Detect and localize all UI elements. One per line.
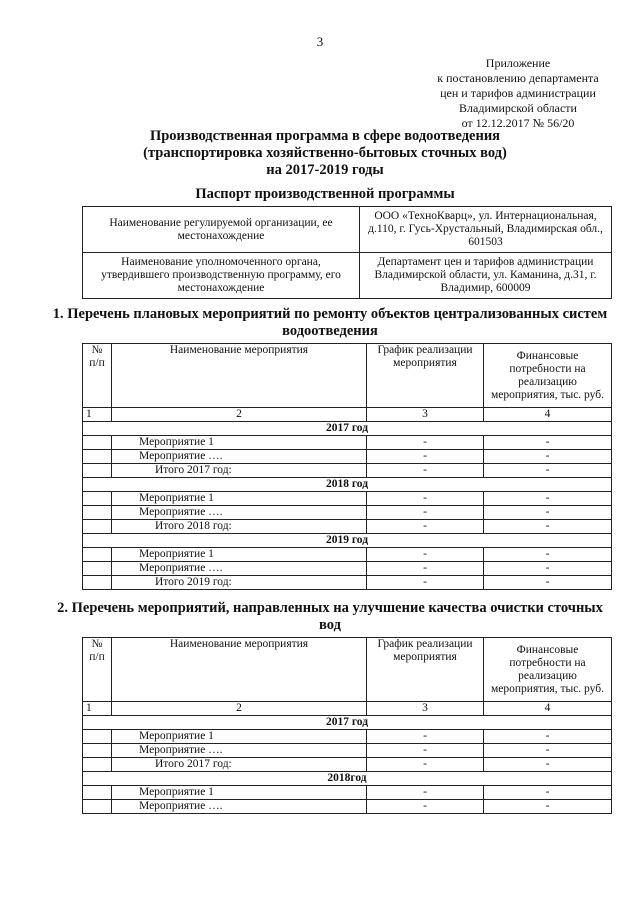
- title-line: на 2017-2019 годы: [266, 162, 384, 178]
- schedule-value: -: [367, 436, 484, 450]
- header-name: Наименование мероприятия: [112, 344, 367, 408]
- table-row: [83, 478, 612, 492]
- total-label: Итого 2017 год:: [112, 758, 367, 772]
- measure-name: Мероприятие ….: [112, 562, 367, 576]
- table-row: [83, 716, 612, 730]
- passport-table: [82, 206, 612, 299]
- header-finance: Финансовые потребности на реализацию мероприятия, тыс. руб.: [484, 344, 612, 408]
- passport-label: Наименование уполномоченного органа, утвердившего производственную программу, его местонахождение: [83, 253, 360, 299]
- table-row: [83, 520, 612, 534]
- column-number: 4: [484, 408, 612, 422]
- num-cell: [83, 450, 112, 464]
- header-schedule: График реализации мероприятия: [367, 638, 484, 702]
- section2-heading: 2. Перечень мероприятий, направленных на улучшение качества очистки сточных вод: [57, 600, 603, 633]
- finance-value: -: [484, 520, 612, 534]
- column-number: 4: [484, 702, 612, 716]
- table-row: [83, 576, 612, 590]
- finance-value: -: [484, 786, 612, 800]
- measure-name: Мероприятие 1: [112, 436, 367, 450]
- measure-name: Мероприятие ….: [112, 800, 367, 814]
- schedule-value: -: [367, 548, 484, 562]
- table-row: [83, 800, 612, 814]
- schedule-value: -: [367, 492, 484, 506]
- table-row: [83, 638, 612, 702]
- title-line: Производственная программа в сфере водоотведения: [149, 128, 501, 144]
- schedule-value: -: [367, 464, 484, 478]
- finance-value: -: [484, 450, 612, 464]
- total-label: Итого 2018 год:: [112, 520, 367, 534]
- document-title: [60, 128, 590, 179]
- schedule-value: -: [367, 506, 484, 520]
- finance-value: -: [484, 730, 612, 744]
- table-row: [83, 422, 612, 436]
- year-header: 2018 год: [83, 478, 612, 492]
- num-cell: [83, 464, 112, 478]
- num-cell: [83, 436, 112, 450]
- column-number: 1: [83, 408, 112, 422]
- num-cell: [83, 786, 112, 800]
- column-number: 2: [112, 408, 367, 422]
- schedule-value: -: [367, 520, 484, 534]
- appendix-block: [418, 56, 618, 131]
- table-row: [83, 344, 612, 408]
- header-finance: Финансовые потребности на реализацию мероприятия, тыс. руб.: [484, 638, 612, 702]
- section1-heading: 1. Перечень плановых мероприятий по ремонту объектов централизованных систем водоотведения: [52, 306, 608, 339]
- finance-value: -: [484, 744, 612, 758]
- schedule-value: -: [367, 450, 484, 464]
- table-row: [83, 548, 612, 562]
- table-row: [83, 534, 612, 548]
- measure-name: Мероприятие 1: [112, 786, 367, 800]
- finance-value: -: [484, 758, 612, 772]
- table-row: [83, 436, 612, 450]
- finance-value: -: [484, 562, 612, 576]
- appendix-line: цен и тарифов администрации: [440, 86, 596, 100]
- section2-table: [82, 637, 612, 814]
- passport-value: Департамент цен и тарифов администрации Владимирской области, ул. Каманина, д.31, г. Владимир, 600009: [360, 253, 612, 299]
- total-label: Итого 2019 год:: [112, 576, 367, 590]
- passport-value: ООО «ТехноКварц», ул. Интернациональная, д.110, г. Гусь-Хрустальный, Владимирская обл., 601503: [360, 207, 612, 253]
- measure-name: Мероприятие 1: [112, 492, 367, 506]
- title-line: (транспортировка хозяйственно-бытовых сточных вод): [143, 145, 507, 161]
- schedule-value: -: [367, 800, 484, 814]
- passport-label: Наименование регулируемой организации, ее местонахождение: [83, 207, 360, 253]
- num-cell: [83, 492, 112, 506]
- appendix-line: от 12.12.2017 № 56/20: [461, 116, 575, 130]
- num-cell: [83, 744, 112, 758]
- schedule-value: -: [367, 576, 484, 590]
- table-row: [83, 492, 612, 506]
- table-row: [83, 207, 612, 253]
- num-cell: [83, 800, 112, 814]
- finance-value: -: [484, 464, 612, 478]
- passport-heading: Паспорт производственной программы: [195, 186, 455, 202]
- num-cell: [83, 506, 112, 520]
- finance-value: -: [484, 548, 612, 562]
- measure-name: Мероприятие 1: [112, 548, 367, 562]
- measure-name: Мероприятие ….: [112, 450, 367, 464]
- num-cell: [83, 576, 112, 590]
- num-cell: [83, 520, 112, 534]
- table-row: [83, 702, 612, 716]
- schedule-value: -: [367, 786, 484, 800]
- column-number: 3: [367, 408, 484, 422]
- measure-name: Мероприятие 1: [112, 730, 367, 744]
- table-row: [83, 562, 612, 576]
- year-header: 2019 год: [83, 534, 612, 548]
- measure-name: Мероприятие ….: [112, 744, 367, 758]
- num-cell: [83, 758, 112, 772]
- num-cell: [83, 548, 112, 562]
- table-row: [83, 464, 612, 478]
- finance-value: -: [484, 506, 612, 520]
- schedule-value: -: [367, 730, 484, 744]
- page-number: 3: [316, 34, 324, 49]
- num-cell: [83, 562, 112, 576]
- total-label: Итого 2017 год:: [112, 464, 367, 478]
- appendix-line: Приложение: [485, 56, 551, 70]
- finance-value: -: [484, 492, 612, 506]
- table-row: [83, 786, 612, 800]
- header-num: № п/п: [83, 638, 112, 702]
- finance-value: -: [484, 800, 612, 814]
- table-row: [83, 506, 612, 520]
- appendix-line: Владимирской области: [459, 101, 577, 115]
- column-number: 2: [112, 702, 367, 716]
- year-header: 2018год: [83, 772, 612, 786]
- header-num: № п/п: [83, 344, 112, 408]
- finance-value: -: [484, 576, 612, 590]
- header-name: Наименование мероприятия: [112, 638, 367, 702]
- schedule-value: -: [367, 562, 484, 576]
- section1-table: [82, 343, 612, 590]
- table-row: [83, 730, 612, 744]
- schedule-value: -: [367, 758, 484, 772]
- measure-name: Мероприятие ….: [112, 506, 367, 520]
- table-row: [83, 408, 612, 422]
- finance-value: -: [484, 436, 612, 450]
- year-header: 2017 год: [83, 422, 612, 436]
- num-cell: [83, 730, 112, 744]
- table-row: [83, 758, 612, 772]
- appendix-line: к постановлению департамента: [437, 71, 599, 85]
- table-row: [83, 772, 612, 786]
- schedule-value: -: [367, 744, 484, 758]
- year-header: 2017 год: [83, 716, 612, 730]
- table-row: [83, 253, 612, 299]
- table-row: [83, 450, 612, 464]
- column-number: 3: [367, 702, 484, 716]
- column-number: 1: [83, 702, 112, 716]
- table-row: [83, 744, 612, 758]
- header-schedule: График реализации мероприятия: [367, 344, 484, 408]
